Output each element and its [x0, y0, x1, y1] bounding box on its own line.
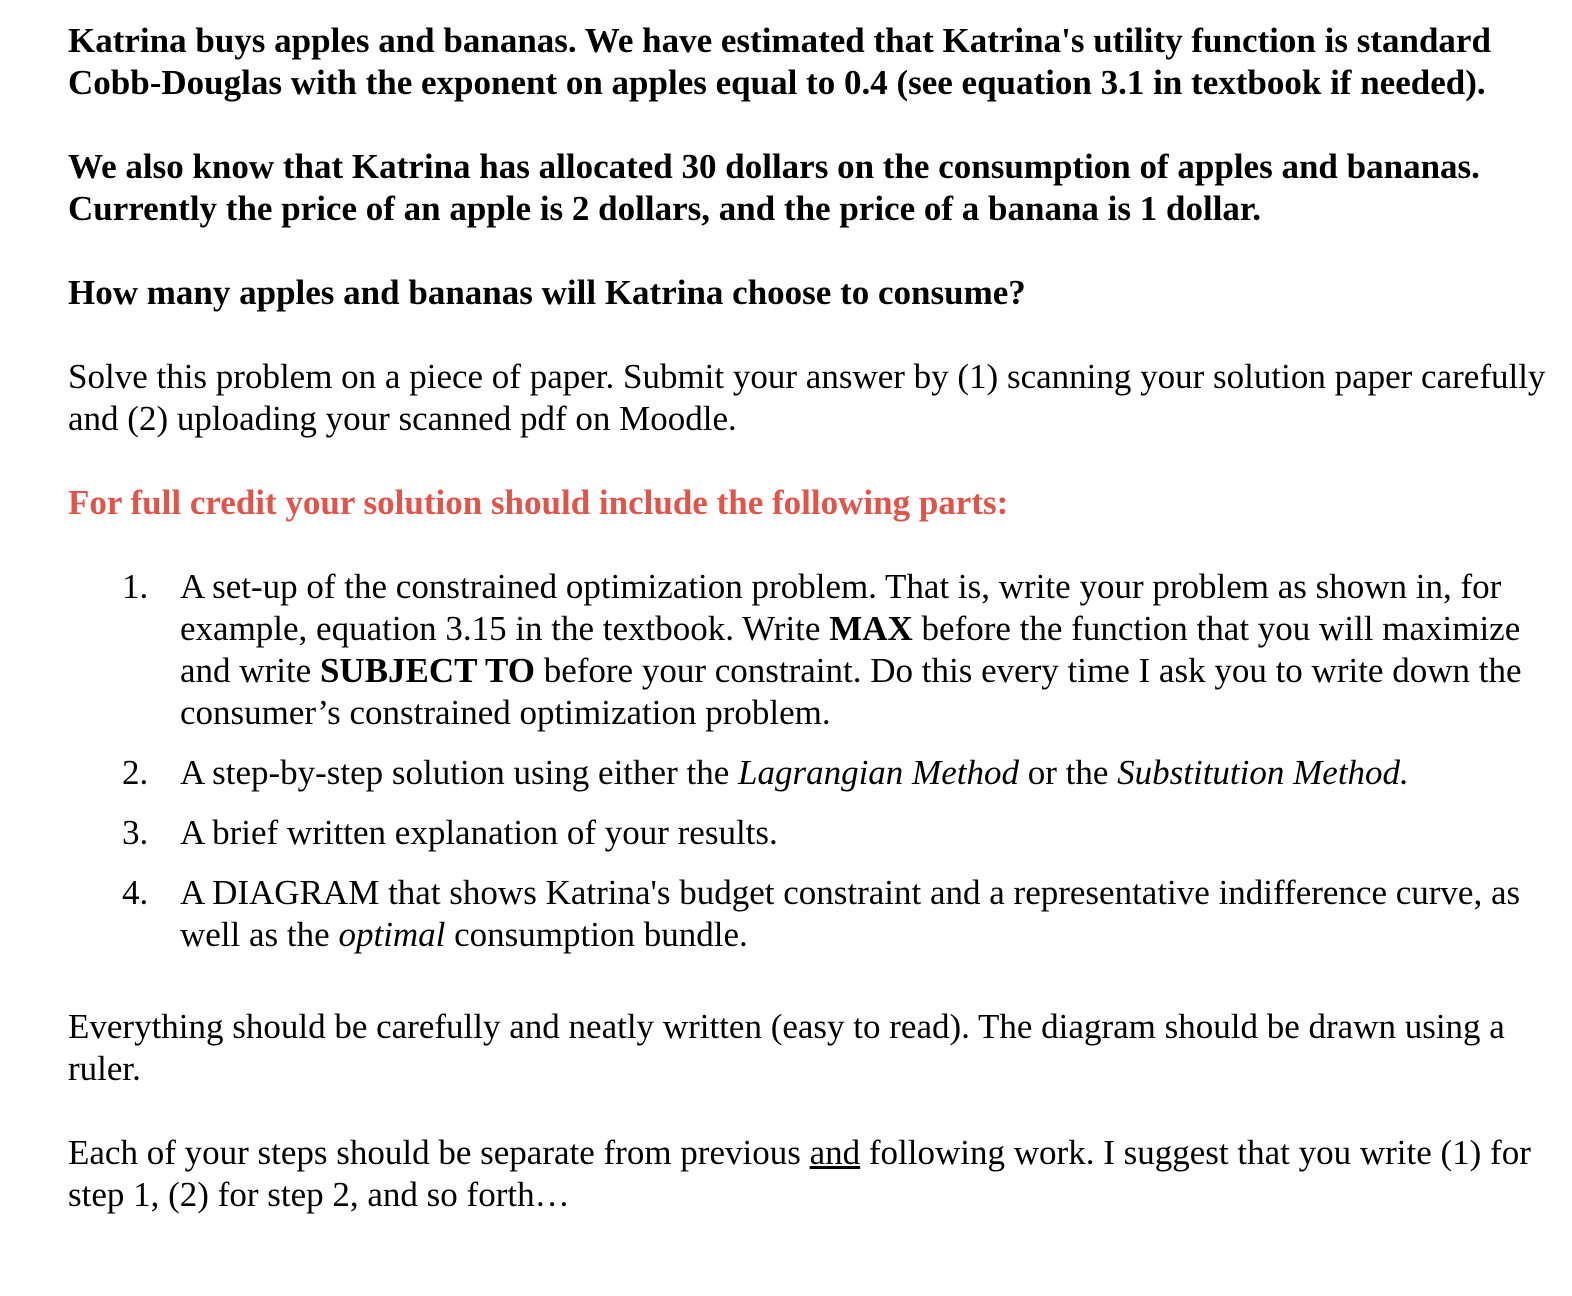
submission-instructions: Solve this problem on a piece of paper. Submit your answer by (1) scanning your solution paper carefully and (2) uploading your scanned pdf on Moodle. — [68, 357, 1546, 438]
list-item: 3. A brief written explanation of your results. — [122, 813, 778, 852]
neatness-paragraph: Everything should be carefully and neatly written (easy to read). The diagram should be drawn using a ruler. — [68, 1007, 1505, 1088]
question-paragraph: How many apples and bananas will Katrina choose to consume? — [68, 273, 1026, 312]
problem-intro-paragraph: Katrina buys apples and bananas. We have estimated that Katrina's utility function is standard Cobb-Douglas with the exponent on apples equal to 0.4 (see equation 3.1 in textbook if needed). — [68, 21, 1491, 102]
underlined-and: and — [809, 1133, 861, 1172]
steps-paragraph: Each of your steps should be separate from previous and following work. I suggest that you write (1) for step 1, (2) for step 2, and so forth… — [68, 1133, 1531, 1214]
full-credit-heading: For full credit your solution should include the following parts: — [68, 483, 1009, 522]
requirements-list — [68, 566, 1548, 956]
list-number: 3. — [122, 813, 149, 852]
list-number: 2. — [122, 753, 149, 792]
list-item: 2. A step-by-step solution using either the Lagrangian Method or the Substitution Method. — [122, 753, 1409, 792]
list-item: 4. A DIAGRAM that shows Katrina's budget constraint and a representative indifference curve, as well as the optimal consumption bundle. — [122, 873, 1521, 954]
list-item: 1. A set-up of the constrained optimization problem. That is, write your problem as shown in, for example, equation 3.15 in the textbook. Write MAX before the function that you will maximize and write SUBJECT TO before your constraint. Do this every time I ask you to write down the consumer’s constrained optimization problem. — [122, 567, 1522, 732]
budget-paragraph: We also know that Katrina has allocated 30 dollars on the consumption of apples and bananas. Currently the price of an apple is 2 dollars, and the price of a banana is 1 dollar. — [68, 147, 1480, 228]
document-body — [68, 20, 1548, 1216]
list-number: 4. — [122, 873, 149, 912]
list-number: 1. — [122, 567, 149, 606]
